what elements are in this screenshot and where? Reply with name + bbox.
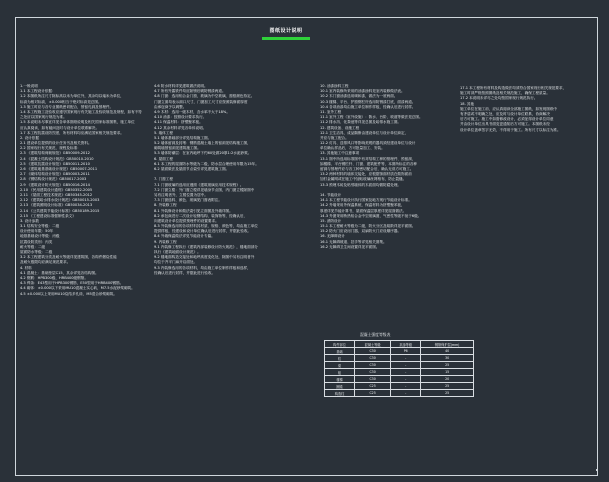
note-line: 15. 消防设计	[320, 218, 342, 223]
note-line: 2.8 《钢结构设计规范》GB50017-2003	[20, 177, 87, 182]
note-line: 2.3 《建筑结构荷载规范》GB50009-2012	[20, 151, 90, 156]
table-cell: -	[391, 383, 421, 390]
note-line: 16. 无障碍设计	[320, 234, 345, 239]
note-line: 12.1 卫生洁具、成品隔断由建设单位与设计单位商定，	[320, 130, 409, 135]
note-line: 13.1 图中所选用标准图中有对结构工种的预埋件、预留洞，	[320, 156, 416, 161]
notes-column-3	[320, 84, 456, 334]
note-line: 4.9 木材：选用一级木材，含水率不大于18%。	[154, 109, 230, 114]
note-line: 14. 节能设计	[320, 192, 342, 197]
note-line: 7. 门窗工程	[154, 177, 173, 182]
table-cell: 圈梁	[325, 383, 355, 390]
note-line: 3. 设计参数	[20, 218, 39, 223]
note-line: 施工时须严格按照图纸及相关规范施工，确保工程质量。	[460, 91, 550, 96]
note-line: 门窗立面均表示洞口尺寸，门窗加工尺寸应按照装修面厚度	[154, 99, 248, 104]
note-line: 2.7 《砌体结构设计规范》GB50003-2011	[20, 172, 90, 177]
note-line: 4.2 钢筋：HPB300级、HRB400级钢筋。	[20, 275, 88, 280]
table-cell: 20	[421, 376, 474, 383]
note-line: 砌筑墙预留洞见建筑施工图。	[154, 146, 201, 151]
note-line: 13.2 两种材料的墙体交接处，应根据饰面材质在做饰面前	[320, 172, 412, 177]
note-line: 18. 其他	[460, 101, 475, 106]
note-line: 2.14 《公共建筑节能设计标准》GB50189-2015	[20, 208, 100, 213]
note-line: 13.3 预埋木砖及贴邻墙体的木质面均做防腐处理。	[320, 182, 402, 187]
table-header-cell: 构件部位	[325, 341, 355, 348]
table-cell: -	[391, 369, 421, 376]
note-line: 2.1 建设单位提供的设计任务书及相关资料。	[20, 141, 92, 146]
note-line: 加钉金属网或在施工中加贴玻璃丝网格布，防止裂缝。	[320, 177, 407, 182]
note-line: 3.2 本工程建筑分类及耐火等级详见建筑图，各构件燃烧性能	[20, 255, 117, 260]
note-line: 5. 墙体工程	[154, 130, 173, 135]
note-line: 15.2 防火门应设闭门器，双扇防火门应设顺序器。	[320, 229, 402, 234]
table-header-cell: 抗渗等级	[391, 341, 421, 348]
note-line: 16.2 无障碍卫生间设置详见平面图。	[320, 244, 380, 249]
note-line: 由承包商予以调整。	[154, 104, 187, 109]
note-line: 8.2 承包商进行二次设计轻钢结构、装饰物等，经确认后，	[154, 213, 248, 218]
note-line: 施工单位在施工前，应认真阅读全部施工图纸，如发现图纸中	[460, 106, 558, 111]
note-line: 设计单位盖章签字无效，不得用于施工。所有尺寸以标注为准。	[460, 127, 561, 132]
note-line: 14.1 本工程节能设计执行国家及地方现行节能设计标准。	[320, 198, 412, 203]
note-line: 16.1 无障碍坡道、扶手等详见相关图集。	[320, 239, 387, 244]
note-line: 2.9 《建筑设计防火规范》GB50016-2014	[20, 182, 90, 187]
note-line: 10. 油漆涂料工程	[320, 84, 349, 88]
note-line: 13. 其他施工中注意事项	[320, 151, 360, 156]
note-line: 4.6 防水材料详见建筑做法说明。	[154, 84, 208, 88]
notes-column-4	[460, 86, 588, 156]
note-line: 之处应以国家现行规范为准。	[20, 115, 67, 120]
note-line: 4.12 其余材料详见各单体说明。	[154, 125, 207, 130]
drawing-title: 图纸设计说明	[269, 28, 303, 34]
note-line: 15.1 本工程耐火等级为二级，防火分区及疏散详见平面图。	[320, 224, 416, 229]
note-line: 另有注明者外，立樘位置为居中。	[154, 192, 208, 197]
table-row	[325, 348, 474, 355]
note-line: 2.12 《建筑给水排水设计规范》GB50015-2003	[20, 198, 100, 203]
table-cell: C30	[355, 348, 391, 355]
table-cell: -	[391, 355, 421, 362]
note-line: 如楼梯、平台钢栏杆、门窗、建筑配件等，本图所标注的各种	[320, 161, 418, 166]
note-line: 4.8 门窗：选用铝合金门窗，玻璃为中空玻璃，窗框颜色待定。	[154, 94, 255, 99]
note-line: 10.2 木门窗油漆选用调和漆，做法为一底两面。	[320, 94, 398, 99]
note-line: 均位于齐平门扇开启面处。	[154, 260, 198, 265]
note-line: 7.1 门窗玻璃的选用应遵照《建筑玻璃应用技术规程》。	[154, 182, 244, 187]
table-cell: 25	[421, 383, 474, 390]
note-line: 2.10 《民用建筑设计通则》GB50352-2005	[20, 187, 93, 192]
table-cell: -	[391, 362, 421, 369]
note-line: 3.1 结构安全等级：二级	[20, 224, 60, 229]
note-line: 2. 设计依据	[20, 135, 39, 140]
table-row	[325, 376, 474, 383]
table-header-cell: 混凝土等级	[355, 341, 391, 348]
table-cell: 基础	[325, 348, 355, 355]
table-row	[325, 383, 474, 390]
note-line: 4. 材料	[20, 265, 32, 270]
note-line: 7.2 门窗立樘：外门窗立樘详见墙身节点图，内门窗立樘除图中	[154, 187, 255, 192]
note-line: 向建筑设计单位提供预埋件的设置要求。	[154, 218, 219, 223]
note-line: 8.1 外装修设计和做法索引见立面图及外墙详图。	[154, 208, 233, 213]
note-line: 经确认后进行封样，并据此进行验收。	[154, 270, 216, 275]
note-line: 6.2 屋面做法及屋面节点索引详见建筑施工图。	[154, 167, 230, 171]
table-cell: 40	[421, 348, 474, 355]
note-line: 4.11 保温材料：挤塑聚苯板。	[154, 120, 203, 125]
note-line: 12.2 灯具、送排风口等影响美观的器具须经建设单位与设计	[320, 141, 416, 146]
note-line: 地基基础设计等级：丙级	[20, 234, 60, 239]
note-line: 单位确认样品后，方可批量加工、安装。	[320, 146, 385, 151]
table-row	[325, 355, 474, 362]
note-line: 14.2 外墙采用外保温系统，保温材料为挤塑聚苯板，	[320, 203, 405, 208]
notes-column-2	[154, 84, 302, 294]
table-cell: 15	[421, 369, 474, 376]
note-line: 11.1 室外工程（室外设施）：散水、台阶、坡道等做法见总图。	[320, 115, 423, 120]
table-cell: C30	[355, 376, 391, 383]
table-header-row	[325, 341, 474, 348]
concrete-spec-table	[324, 340, 474, 397]
table-cell: P6	[391, 348, 421, 355]
note-line: 8.3 外装修选用的各项材料其材质、规格、颜色等，均由施工单位	[154, 224, 258, 229]
note-line: 抗震设防类别：丙类	[20, 239, 53, 244]
note-line: 10.3 楼梯、平台、护窗钢栏杆选用防锈漆打底，面漆两道。	[320, 99, 416, 104]
note-line: 提供样板，经建设和设计单位确认后进行封样，并据此验收。	[154, 229, 252, 234]
note-line: 后方可施工。施工中如需修改设计，必须征得设计单位同意	[460, 117, 554, 122]
note-line: 2.5 《建筑抗震设计规范》GB50011-2010	[20, 161, 90, 166]
note-line: 有矛盾或不明确之处，应及时与设计单位联系，协商解决	[460, 111, 550, 116]
note-line: 4.10 油漆：按照设计要求执行。	[154, 115, 207, 120]
note-line: 2.11 《屋面工程技术规范》GB50345-2012	[20, 192, 93, 197]
note-line: 9.2 楼地面构造交接处和地坪高度变化处，除图中另有注明者外	[154, 255, 255, 260]
note-line: 2.15 《工程建设标准强制性条文》	[20, 213, 76, 218]
note-line: 14.3 外窗采用断热铝合金中空玻璃窗，气密性等级不低于6级。	[320, 213, 422, 218]
table-cell: 梁	[325, 362, 355, 369]
note-line: 1.2 本图纸所注尺寸除标高以米为单位外，其余均以毫米为单位，	[20, 94, 124, 99]
note-line: 4.5 ±0.000以上采用MU10烧结多孔砖，M5混合砂浆砌筑。	[20, 291, 117, 296]
table-cell: 30	[421, 355, 474, 362]
table-cell: 25	[421, 362, 474, 369]
note-line: 执行《建筑地面设计规范》。	[154, 250, 201, 254]
corner-marker	[596, 469, 598, 471]
note-line: 1.7 本工程抗震设防烈度，所有材料均应满足国家相关规范要求。	[20, 130, 124, 135]
table-cell: 楼梯	[325, 376, 355, 383]
note-line: 9.3 内装修选用的各项材料，均由施工单位制作样板和选样，	[154, 265, 251, 270]
note-line: 8.4 外墙保温做法详见节能设计专篇。	[154, 234, 215, 239]
table-title: 混凝土强度等级表	[360, 332, 391, 337]
table-cell: C30	[355, 355, 391, 362]
note-line: 2.4 《混凝土结构设计规范》GB50010-2010	[20, 156, 94, 161]
note-line: 设计使用年限：50年	[20, 229, 54, 234]
note-line: 9.1 内装修工程执行《建筑内部装修设计防火规范》，楼地面部分	[154, 244, 258, 249]
note-line: 4.7 所有外露铁件均应除锈后刷防锈漆两道。	[154, 89, 226, 94]
table-cell: C30	[355, 369, 391, 376]
note-line: 1.5 本说明未尽事宜详见各单体图纸说明及相关国家标准图集，施工单位	[20, 120, 135, 125]
note-line: 10.1 室内装修所采用的油漆涂料见室内装修做法表。	[320, 89, 405, 94]
note-line: 2.13 《建筑照明设计标准》GB50034-2013	[20, 203, 93, 208]
note-line: 1.一般说明	[20, 84, 38, 88]
table-cell: 构造柱	[325, 390, 355, 397]
note-line: 6.1 本工程的屋面防水等级为二级，防水层合理使用年限为15年。	[154, 161, 259, 166]
note-line: 应认真阅读，如有疑问及时与设计单位联系解决。	[20, 125, 100, 130]
note-line: 11.2 排水沟、化粪池等详见总图及给排水施工图。	[320, 120, 402, 125]
note-line: 8. 外装修工程	[154, 203, 177, 208]
note-line: 厚度详见节能计算书，屋面保温层厚度详见屋面做法。	[320, 208, 407, 213]
table-cell: 板	[325, 369, 355, 376]
table-cell: 柱	[325, 355, 355, 362]
note-line: 1.1 本工程设计依据：	[20, 89, 56, 94]
note-line: 5.2 墙体留洞及封堵：钢筋混凝土墙上的留洞见结构施工图，	[154, 141, 251, 146]
table-cell: C25	[355, 390, 391, 397]
note-line: 并由设计单位出具书面变更通知后方可施工。本图纸未经	[460, 122, 550, 127]
note-line: 10.4 各项油漆均由施工单位制作样板，经确认后进行封样。	[320, 104, 416, 109]
title-underline	[262, 37, 310, 40]
note-line: 4.4 砌体：±0.000以下采用MU10混凝土实心砖，M7.5水泥砂浆砌筑。	[20, 286, 135, 291]
note-line: 屋面防水等级：二级	[20, 250, 53, 254]
table-row	[325, 390, 474, 397]
table-row	[325, 362, 474, 369]
note-line: 9. 内装修工程	[154, 239, 177, 244]
note-line: 留洞与预埋件应与各工种密切配合后，确认无误方可施工。	[320, 167, 414, 171]
table-cell: -	[391, 376, 421, 383]
note-line: 17.1 本工程所有材料及构造做法均须符合国家现行相关规范要求，	[460, 86, 567, 90]
note-line: 标高为相对标高，±0.000相当于绝对标高见总图。	[20, 99, 102, 104]
drawing-title-block	[262, 28, 310, 40]
note-line: 2.2 国家现行有关规范、规程及标准：	[20, 146, 81, 151]
note-line: 1.4 本工程施工及验收应遵守国家现行有关施工及验收规范及规程，如有不符	[20, 109, 142, 114]
note-line: 6. 屋面工程	[154, 156, 173, 161]
table-row	[325, 369, 474, 376]
note-line: 4.3 焊条：E43型用于HPB300钢筋，E50型用于HRB400钢筋。	[20, 281, 124, 286]
table-header-cell: 钢筋保护层(mm)	[421, 341, 474, 348]
note-line: 5.1 墙体基础部分详见结构施工图。	[154, 135, 212, 140]
note-line: 4.1 混凝土：基础垫层C15，其余详见各结构图。	[20, 270, 99, 275]
note-line: 12. 建筑设备、设施工程	[320, 125, 360, 130]
table-cell: -	[391, 390, 421, 397]
table-cell: 25	[421, 390, 474, 397]
note-line: 5.3 墙体防潮层：在室内地坪下约60处做20厚1:2水泥砂浆。	[154, 151, 252, 156]
note-line: 耐火等级：二级	[20, 244, 46, 249]
note-line: 11. 室外工程	[320, 109, 342, 114]
note-line: 17.2 本说明未详尽之处均按国家现行规范执行。	[460, 96, 538, 101]
table-cell: C30	[355, 362, 391, 369]
note-line: 2.6 《建筑地基基础设计规范》GB50007-2011	[20, 167, 98, 171]
notes-column-1	[20, 84, 148, 344]
table-cell: C25	[355, 383, 391, 390]
note-line: 1.3 施工时应与各专业图纸密切配合，预留孔洞及预埋件。	[20, 104, 114, 109]
note-line: 7.3 门窗选料、颜色、玻璃见门窗表附注。	[154, 198, 222, 203]
note-line: 及耐火极限均应满足规范要求。	[20, 260, 71, 265]
note-line: 并应与施工配合。	[320, 135, 349, 140]
